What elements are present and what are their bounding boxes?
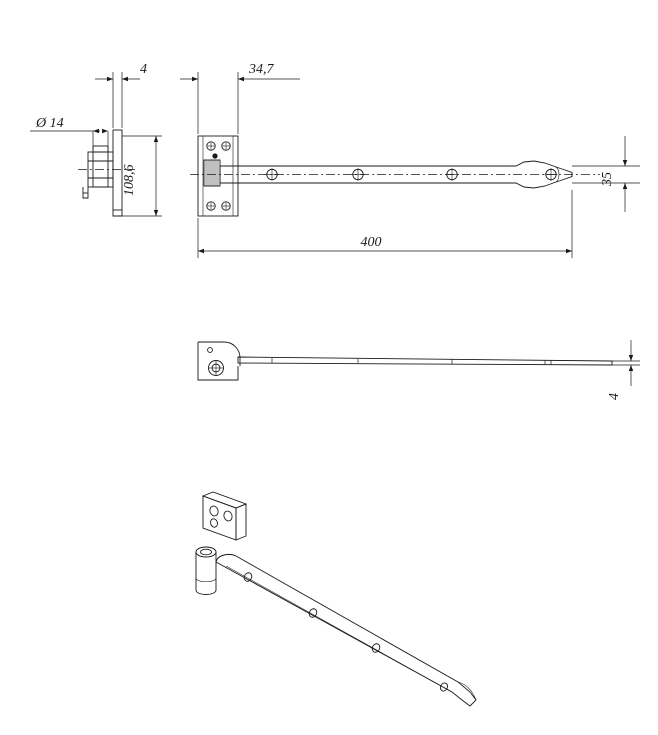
iso-barrel-body [196, 552, 216, 595]
front-pin-dot [212, 153, 217, 158]
iso-strap-outline [216, 554, 476, 706]
dim-strap-thickness-label: 4 [607, 393, 622, 400]
side-plate-foot [113, 210, 122, 216]
dim-strap-height-label: 35 [600, 172, 615, 186]
iso-strap-hole-4 [439, 682, 449, 693]
side-plate-outline [113, 130, 122, 210]
front-barrel-hatching [206, 160, 218, 186]
iso-plate-outline [203, 496, 236, 540]
dim-overall-length [198, 190, 572, 258]
iso-strap-hole-1 [243, 571, 253, 582]
dim-strap-thickness [612, 340, 640, 386]
dim-thickness-side [95, 72, 140, 128]
dim-plate-width [180, 72, 300, 134]
side-lower-tab [83, 187, 88, 198]
iso-barrel-bore [201, 549, 212, 555]
side-view [83, 130, 122, 216]
iso-strap-edge [226, 566, 452, 692]
iso-plate-hole-3 [209, 518, 218, 528]
isometric-view [196, 492, 476, 706]
dim-plate-width-label: 34,7 [249, 62, 274, 77]
iso-barrel-ring [196, 578, 216, 582]
dim-plate-height-label: 108,6 [122, 164, 137, 196]
front-plate-holes [207, 142, 230, 210]
iso-plate-side [236, 504, 246, 540]
dim-overall-length-label: 400 [360, 235, 382, 250]
iso-plate-hole-1 [209, 505, 220, 517]
top-strap-outline [238, 357, 612, 365]
iso-strap-hole-2 [308, 607, 318, 618]
iso-plate-top [203, 492, 246, 508]
iso-plate-hole-2 [223, 510, 234, 522]
top-view [198, 342, 612, 380]
dim-hole-diameter-label: Ø 14 [36, 116, 64, 131]
top-small-hole [208, 348, 213, 353]
dim-hole-diameter [30, 129, 108, 152]
front-view [198, 136, 572, 216]
dim-thickness-side-label: 4 [140, 62, 147, 77]
iso-barrel-top-ellipse [196, 547, 216, 557]
